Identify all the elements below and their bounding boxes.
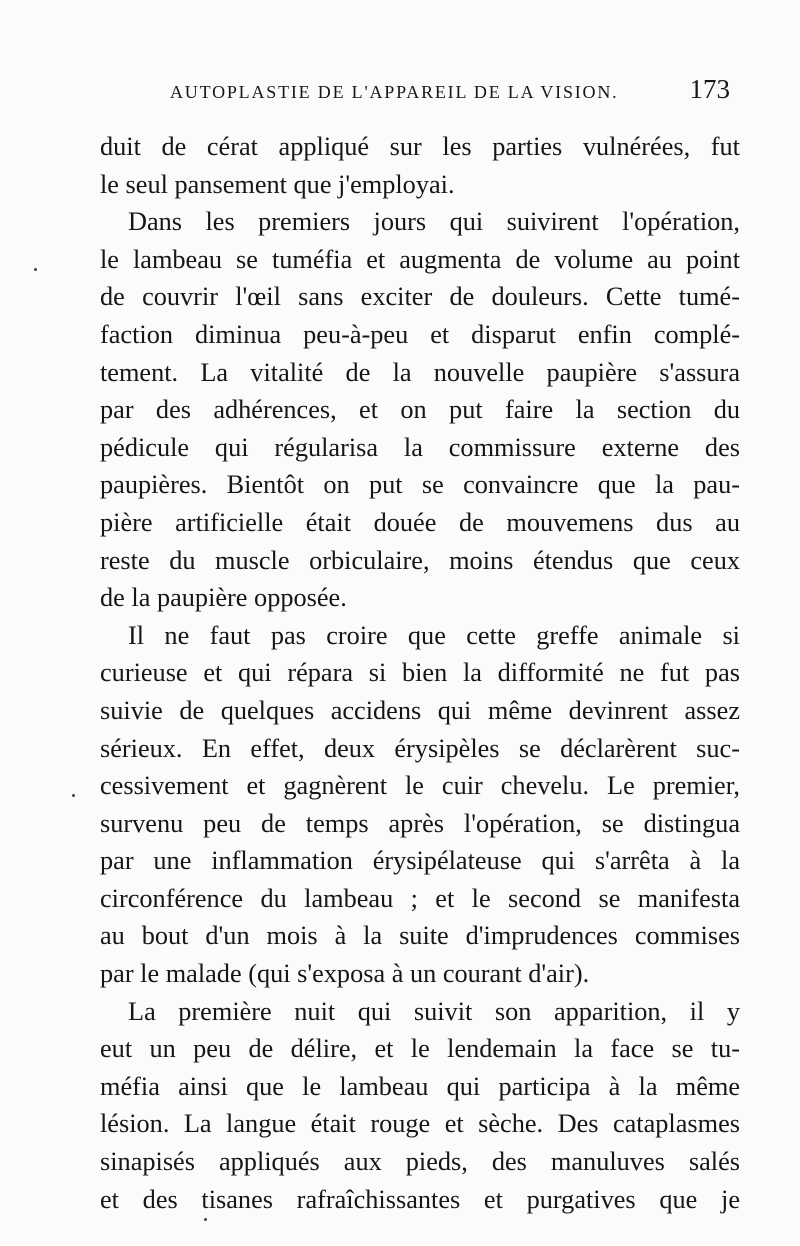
text-line: et des tisanes rafraîchissantes et purgatives que je — [100, 1184, 740, 1214]
running-title: AUTOPLASTIE DE L'APPAREIL DE LA VISION. — [170, 82, 619, 102]
body-text — [100, 128, 740, 1218]
text-line: le seul pansement que j'employai. — [100, 169, 455, 199]
text-line: duit de cérat appliqué sur les parties vulnérées, fut — [100, 132, 740, 161]
text-line: par une inflammation érysipélateuse qui s'arrêta à la — [100, 846, 740, 876]
text-line: sérieux. En effet, deux érysipèles se déclarèrent suc- — [100, 733, 740, 763]
text-line: sinapisés appliqués aux pieds, des manuluves salés — [100, 1147, 740, 1177]
page-number: 173 — [689, 74, 730, 104]
print-speck — [34, 268, 37, 271]
text-line: faction diminua peu-à-peu et disparut enfin complé- — [100, 319, 740, 349]
text-line: Il ne faut pas croire que cette greffe animale si — [128, 620, 740, 650]
print-speck — [204, 1218, 207, 1221]
text-line: lésion. La langue était rouge et sèche. Des cataplasmes — [100, 1109, 740, 1139]
text-line: suivie de quelques accidens qui même devinrent assez — [100, 695, 740, 725]
text-line: curieuse et qui répara si bien la difformité ne fut pas — [100, 658, 740, 688]
text-line: par le malade (qui s'exposa à un courant d'air). — [100, 959, 590, 989]
text-line: Dans les premiers jours qui suivirent l'opération, — [128, 207, 740, 237]
text-line: paupières. Bientôt on put se convaincre que la pau- — [100, 470, 740, 500]
text-line: le lambeau se tuméfia et augmenta de volume au point — [100, 244, 740, 274]
print-speck — [72, 794, 75, 797]
text-line: cessivement et gagnèrent le cuir chevelu. Le premier, — [100, 771, 740, 801]
text-line: eut un peu de délire, et le lendemain la face se tu- — [100, 1034, 740, 1064]
text-line: tement. La vitalité de la nouvelle paupière s'assura — [100, 357, 740, 387]
text-line: survenu peu de temps après l'opération, se distingua — [100, 808, 740, 838]
text-line: par des adhérences, et on put faire la section du — [100, 395, 740, 425]
text-line: circonférence du lambeau ; et le second se manifesta — [100, 883, 740, 913]
text-line: pière artificielle était douée de mouvemens dus au — [100, 507, 740, 537]
text-line: de couvrir l'œil sans exciter de douleurs. Cette tumé- — [100, 282, 740, 312]
text-line: méfia ainsi que le lambeau qui participa à la même — [100, 1071, 740, 1101]
text-line: de la paupière opposée. — [100, 583, 347, 613]
text-line: La première nuit qui suivit son apparition, il y — [128, 996, 740, 1026]
text-line: pédicule qui régularisa la commissure externe des — [100, 432, 740, 462]
text-line: reste du muscle orbiculaire, moins étendus que ceux — [100, 545, 740, 575]
text-line: au bout d'un mois à la suite d'imprudences commises — [100, 921, 740, 951]
running-head — [170, 74, 730, 108]
